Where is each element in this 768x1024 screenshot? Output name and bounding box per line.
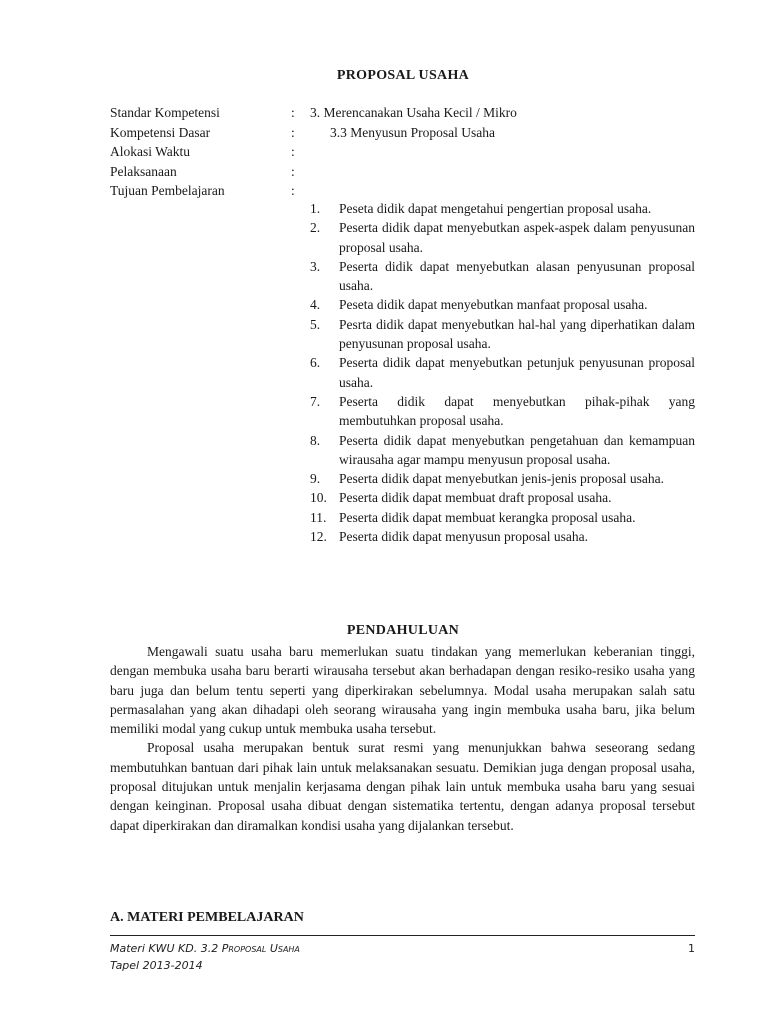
footer-subject: Proposal Usaha	[221, 942, 300, 955]
meta-colon: :	[291, 105, 295, 120]
list-number: 9.	[310, 471, 321, 487]
page-number: 1	[688, 942, 695, 955]
meta-value: 3. Merencanakan Usaha Kecil / Mikro	[310, 105, 517, 120]
meta-label: Alokasi Waktu	[110, 144, 191, 159]
list-item	[310, 199, 695, 218]
meta-row-alokasi-waktu	[110, 142, 700, 162]
meta-colon: :	[291, 144, 295, 159]
footer-course-line	[110, 940, 300, 957]
list-text: Peserta didik dapat menyebutkan petunjuk penyusunan proposal usaha.	[339, 355, 695, 390]
list-item	[310, 353, 695, 392]
footer-prefix: Materi KWU KD. 3.2	[110, 942, 222, 955]
list-number: 12.	[310, 529, 327, 545]
list-text: Peserta didik dapat menyebutkan jenis-jenis proposal usaha.	[339, 471, 665, 487]
introduction-body	[110, 642, 695, 835]
list-text: Pesrta didik dapat menyebutkan hal-hal yang diperhatikan dalam penyusunan proposal usaha.	[339, 316, 695, 352]
meta-label: Pelaksanaan	[110, 163, 177, 179]
list-number: 8.	[310, 432, 321, 448]
list-number: 5.	[310, 316, 321, 332]
list-text: Peseta didik dapat mengetahui pengertian proposal usaha.	[339, 201, 652, 216]
list-number: 4.	[310, 297, 321, 313]
list-text: Peserta didik dapat menyusun proposal usaha.	[339, 529, 588, 545]
list-item	[310, 218, 695, 257]
list-item	[310, 257, 695, 296]
paragraph: Proposal usaha merupakan bentuk surat resmi yang menunjukkan bahwa seseorang sedang membutuhkan bantuan dari pihak lain untuk melaksanakan sesuatu. Demikian juga dengan proposal usaha, proposal ditujukan untuk menjalin kerjasama dengan pihak lain untuk membuka usaha baru yang sesuai dengan keinginan. Proposal usaha dibuat dengan sistematika tertentu, dengan adanya proposal tersebut dapat diperkirakan dan diramalkan kondisi usaha yang dijalankan tersebut.	[110, 740, 695, 833]
list-item	[310, 392, 695, 431]
list-number: 6.	[310, 355, 321, 371]
list-item	[310, 315, 695, 354]
list-text: Peserta didik dapat menyebutkan alasan penyusunan proposal usaha.	[339, 258, 695, 294]
list-text: Peseta didik dapat menyebutkan manfaat proposal usaha.	[339, 297, 648, 313]
meta-label: Kompetensi Dasar	[110, 124, 211, 140]
document-title: PROPOSAL USAHA	[336, 68, 470, 83]
list-number: 1.	[310, 201, 321, 216]
list-text: Peserta didik dapat membuat kerangka proposal usaha.	[339, 509, 636, 525]
introduction-heading: PENDAHULUAN	[346, 623, 460, 638]
meta-row-kompetensi-dasar	[110, 123, 700, 143]
meta-label: Standar Kompetensi	[110, 105, 220, 120]
list-text: Peserta didik dapat menyebutkan aspek-aspek dalam penyusunan proposal usaha.	[339, 220, 695, 255]
list-item	[310, 527, 695, 546]
list-item	[310, 469, 695, 488]
meta-colon: :	[291, 163, 295, 179]
meta-label: Tujuan Pembelajaran	[110, 183, 225, 198]
list-text: Peserta didik dapat menyebutkan pihak-pihak yang membutuhkan proposal usaha.	[339, 393, 695, 429]
list-number: 3.	[310, 258, 321, 274]
metadata-block	[110, 103, 700, 201]
list-item	[310, 431, 695, 470]
meta-row-pelaksanaan	[110, 162, 700, 182]
meta-row-tujuan-pembelajaran	[110, 181, 700, 201]
list-text: Peserta didik dapat menyebutkan pengetahuan dan kemampuan wirausaha agar mampu menyusun proposal usaha.	[339, 432, 695, 467]
footer-divider	[110, 935, 695, 936]
meta-row-standar-kompetensi	[110, 103, 700, 123]
list-number: 10.	[310, 490, 327, 506]
list-item	[310, 488, 695, 507]
section-a-heading: A. MATERI PEMBELAJARAN	[110, 910, 304, 925]
meta-colon: :	[291, 124, 295, 140]
meta-value: 3.3 Menyusun Proposal Usaha	[330, 124, 495, 140]
list-number: 11.	[310, 509, 327, 525]
footer-year: Tapel 2013-2014	[110, 959, 203, 972]
list-number: 2.	[310, 220, 321, 236]
list-number: 7.	[310, 393, 321, 409]
footer-text	[110, 940, 300, 974]
list-text: Peserta didik dapat membuat draft proposal usaha.	[339, 490, 612, 506]
list-item	[310, 508, 695, 527]
list-item	[310, 295, 695, 314]
meta-colon: :	[291, 183, 295, 198]
learning-objectives-list	[310, 199, 695, 546]
paragraph: Mengawali suatu usaha baru memerlukan suatu tindakan yang memerlukan keberanian tinggi, dengan membuka usaha baru berarti wirausaha tersebut akan berhadapan dengan resiko-resiko usaha yang baru juga dan belum tentu seperti yang diperkirakan sebelumnya. Modal usaha merupakan salah satu permasalahan yang akan dihadapi oleh seorang wirausaha yang ingin membuka usaha baru, jika belum memiliki modal yang cukup untuk membuka usaha tersebut.	[110, 644, 695, 737]
